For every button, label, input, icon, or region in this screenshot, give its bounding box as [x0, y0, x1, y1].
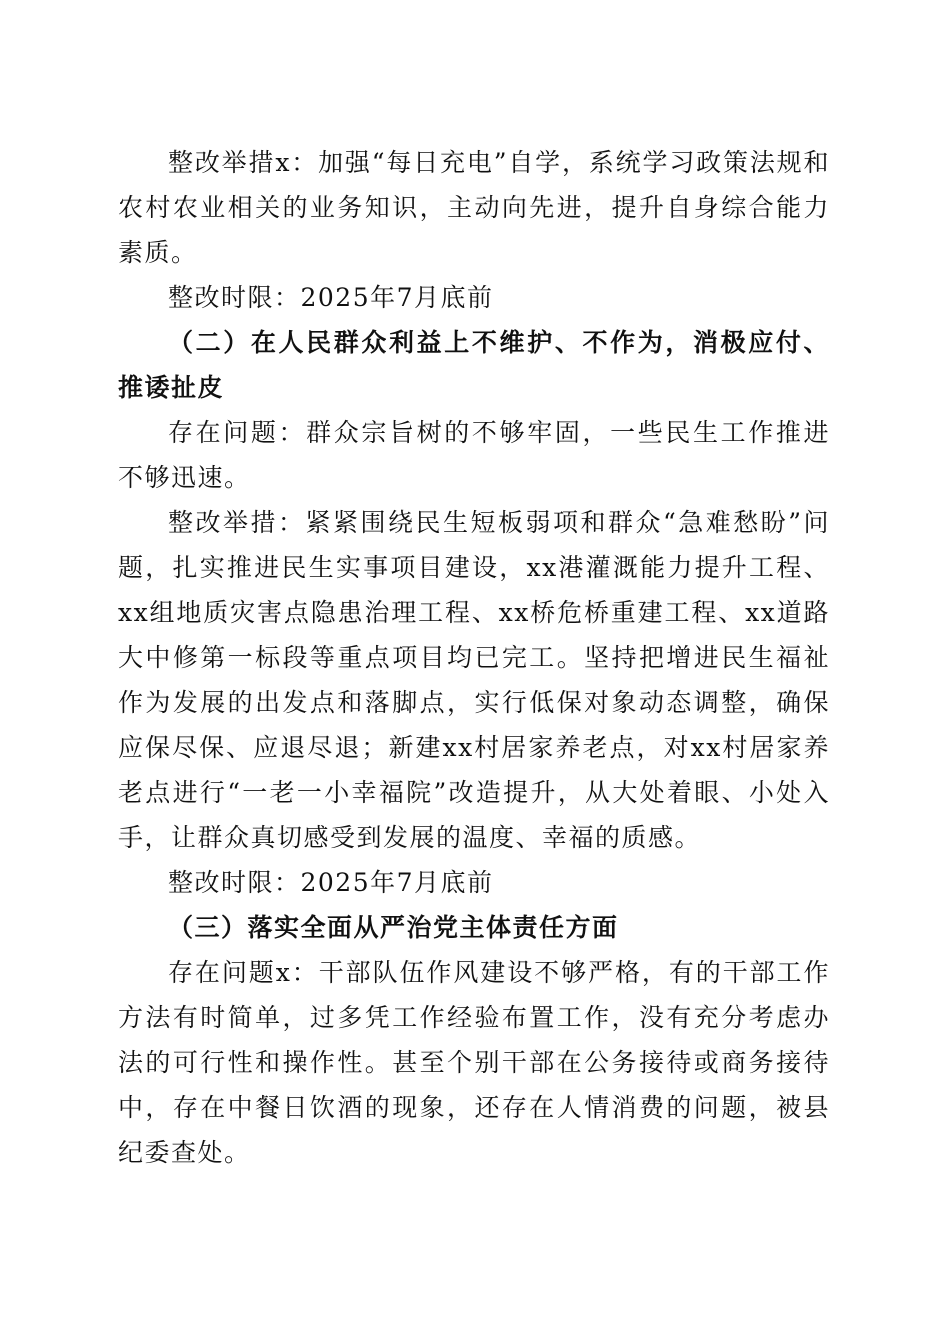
paragraph-existing-problem: 存在问题：群众宗旨树的不够牢固，一些民生工作推进不够迅速。 [118, 418, 830, 492]
paragraph-rectification-deadline-2: 整改时限：2025年7月底前 [168, 868, 494, 897]
section-heading-two: （二）在人民群众利益上不维护、不作为，消极应付、推诿扯皮 [118, 328, 830, 402]
paragraph-existing-problem-x: 存在问题x：干部队伍作风建设不够严格，有的干部工作方法有时简单，过多凭工作经验布置工作，没有充分考虑办法的可行性和操作性。甚至个别干部在公务接待或商务接待中，存在中餐日饮酒的现象，还存在人情消费的问题，被县纪委查处。 [118, 958, 830, 1167]
document-body [118, 140, 830, 1175]
paragraph-rectification-measure-x: 整改举措x：加强“每日充电”自学，系统学习政策法规和农村农业相关的业务知识，主动向先进，提升自身综合能力素质。 [118, 148, 830, 267]
paragraph-rectification-deadline: 整改时限：2025年7月底前 [168, 283, 494, 312]
paragraph-rectification-measure: 整改举措：紧紧围绕民生短板弱项和群众“急难愁盼”问题，扎实推进民生实事项目建设，xx港灌溉能力提升工程、xx组地质灾害点隐患治理工程、xx桥危桥重建工程、xx道路大中修第一标段等重点项目均已完工。坚持把增进民生福祉作为发展的出发点和落脚点，实行低保对象动态调整，确保应保尽保、应退尽退；新建xx村居家养老点，对xx村居家养老点进行“一老一小幸福院”改造提升，从大处着眼、小处入手，让群众真切感受到发展的温度、幸福的质感。 [118, 508, 830, 852]
section-heading-three: （三）落实全面从严治党主体责任方面 [168, 913, 619, 942]
